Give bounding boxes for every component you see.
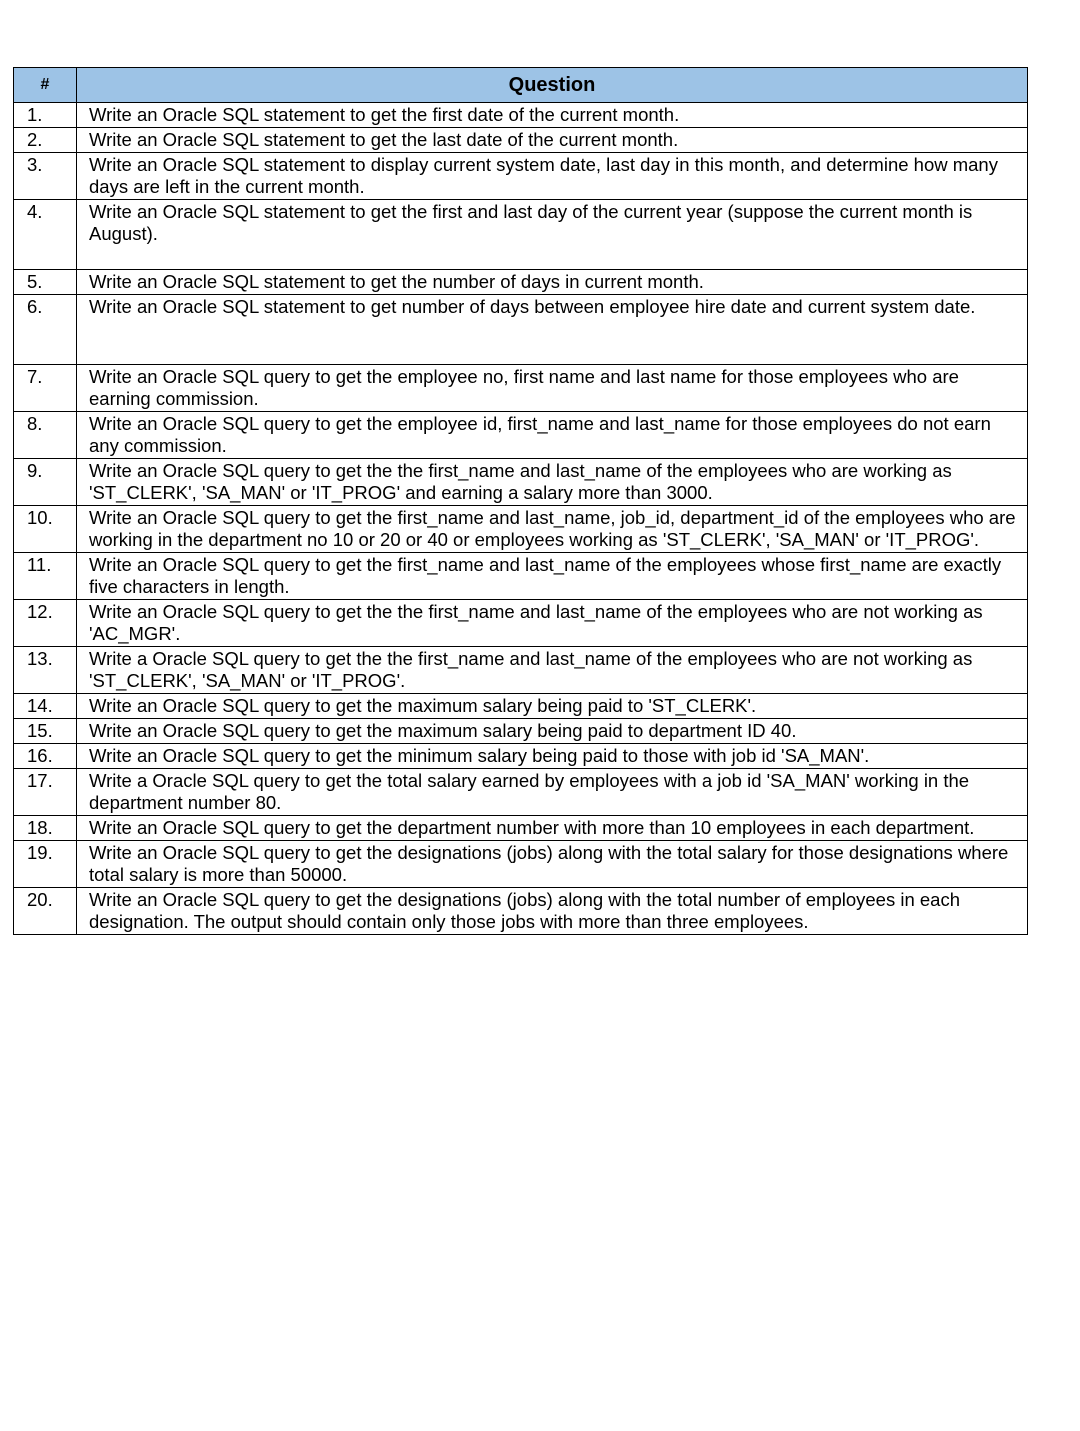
table-row	[14, 506, 1028, 553]
row-question: Write an Oracle SQL statement to display current system date, last day in this month, and determine how many days are left in the current month.	[77, 153, 1028, 200]
row-question: Write an Oracle SQL query to get the department number with more than 10 employees in each department.	[77, 816, 1028, 841]
row-number: 8.	[14, 412, 77, 459]
row-number: 10.	[14, 506, 77, 553]
table-row	[14, 719, 1028, 744]
row-number: 14.	[14, 694, 77, 719]
row-question: Write a Oracle SQL query to get the the first_name and last_name of the employees who are not working as 'ST_CLERK', 'SA_MAN' or 'IT_PROG'.	[77, 647, 1028, 694]
row-question: Write an Oracle SQL query to get the maximum salary being paid to department ID 40.	[77, 719, 1028, 744]
row-number: 17.	[14, 769, 77, 816]
table-row	[14, 103, 1028, 128]
table-row	[14, 153, 1028, 200]
row-number: 20.	[14, 888, 77, 935]
table-header-row	[14, 68, 1028, 103]
row-number: 11.	[14, 553, 77, 600]
row-number: 13.	[14, 647, 77, 694]
row-number: 9.	[14, 459, 77, 506]
table-row	[14, 816, 1028, 841]
table-row	[14, 412, 1028, 459]
table-row	[14, 694, 1028, 719]
row-question: Write an Oracle SQL statement to get the last date of the current month.	[77, 128, 1028, 153]
row-number: 1.	[14, 103, 77, 128]
table-row	[14, 270, 1028, 295]
table-row	[14, 647, 1028, 694]
header-number: #	[14, 68, 77, 103]
header-question: Question	[77, 68, 1028, 103]
row-number: 16.	[14, 744, 77, 769]
row-question: Write an Oracle SQL query to get the the first_name and last_name of the employees who are working as 'ST_CLERK', 'SA_MAN' or 'IT_PROG' and earning a salary more than 3000.	[77, 459, 1028, 506]
row-number: 4.	[14, 200, 77, 270]
row-question: Write an Oracle SQL query to get the employee no, first name and last name for those employees who are earning commission.	[77, 365, 1028, 412]
row-question: Write an Oracle SQL query to get the first_name and last_name of the employees whose first_name are exactly five characters in length.	[77, 553, 1028, 600]
row-number: 19.	[14, 841, 77, 888]
row-question: Write a Oracle SQL query to get the total salary earned by employees with a job id 'SA_MAN' working in the department number 80.	[77, 769, 1028, 816]
row-question: Write an Oracle SQL query to get the first_name and last_name, job_id, department_id of the employees who are working in the department no 10 or 20 or 40 or employees working as 'ST_CLERK', 'SA_MAN' or 'IT_PROG'.	[77, 506, 1028, 553]
row-question: Write an Oracle SQL query to get the the first_name and last_name of the employees who are not working as 'AC_MGR'.	[77, 600, 1028, 647]
table-row	[14, 365, 1028, 412]
table-row	[14, 459, 1028, 506]
table-row	[14, 200, 1028, 270]
row-number: 3.	[14, 153, 77, 200]
row-question: Write an Oracle SQL query to get the designations (jobs) along with the total salary for those designations where total salary is more than 50000.	[77, 841, 1028, 888]
table-row	[14, 553, 1028, 600]
row-question: Write an Oracle SQL query to get the minimum salary being paid to those with job id 'SA_MAN'.	[77, 744, 1028, 769]
row-question: Write an Oracle SQL query to get the maximum salary being paid to 'ST_CLERK'.	[77, 694, 1028, 719]
table-row	[14, 128, 1028, 153]
row-number: 12.	[14, 600, 77, 647]
row-number: 7.	[14, 365, 77, 412]
row-question: Write an Oracle SQL statement to get the first date of the current month.	[77, 103, 1028, 128]
table-row	[14, 600, 1028, 647]
questions-table	[13, 67, 1028, 935]
row-question: Write an Oracle SQL statement to get the number of days in current month.	[77, 270, 1028, 295]
table-row	[14, 744, 1028, 769]
row-number: 18.	[14, 816, 77, 841]
table-row	[14, 888, 1028, 935]
row-question: Write an Oracle SQL statement to get the first and last day of the current year (suppose the current month is August).	[77, 200, 1028, 270]
row-question: Write an Oracle SQL query to get the designations (jobs) along with the total number of employees in each designation. The output should contain only those jobs with more than three employees.	[77, 888, 1028, 935]
table-row	[14, 769, 1028, 816]
row-question: Write an Oracle SQL query to get the employee id, first_name and last_name for those employees do not earn any commission.	[77, 412, 1028, 459]
row-question: Write an Oracle SQL statement to get number of days between employee hire date and current system date.	[77, 295, 1028, 365]
table-row	[14, 295, 1028, 365]
table-row	[14, 841, 1028, 888]
row-number: 5.	[14, 270, 77, 295]
row-number: 2.	[14, 128, 77, 153]
row-number: 15.	[14, 719, 77, 744]
row-number: 6.	[14, 295, 77, 365]
